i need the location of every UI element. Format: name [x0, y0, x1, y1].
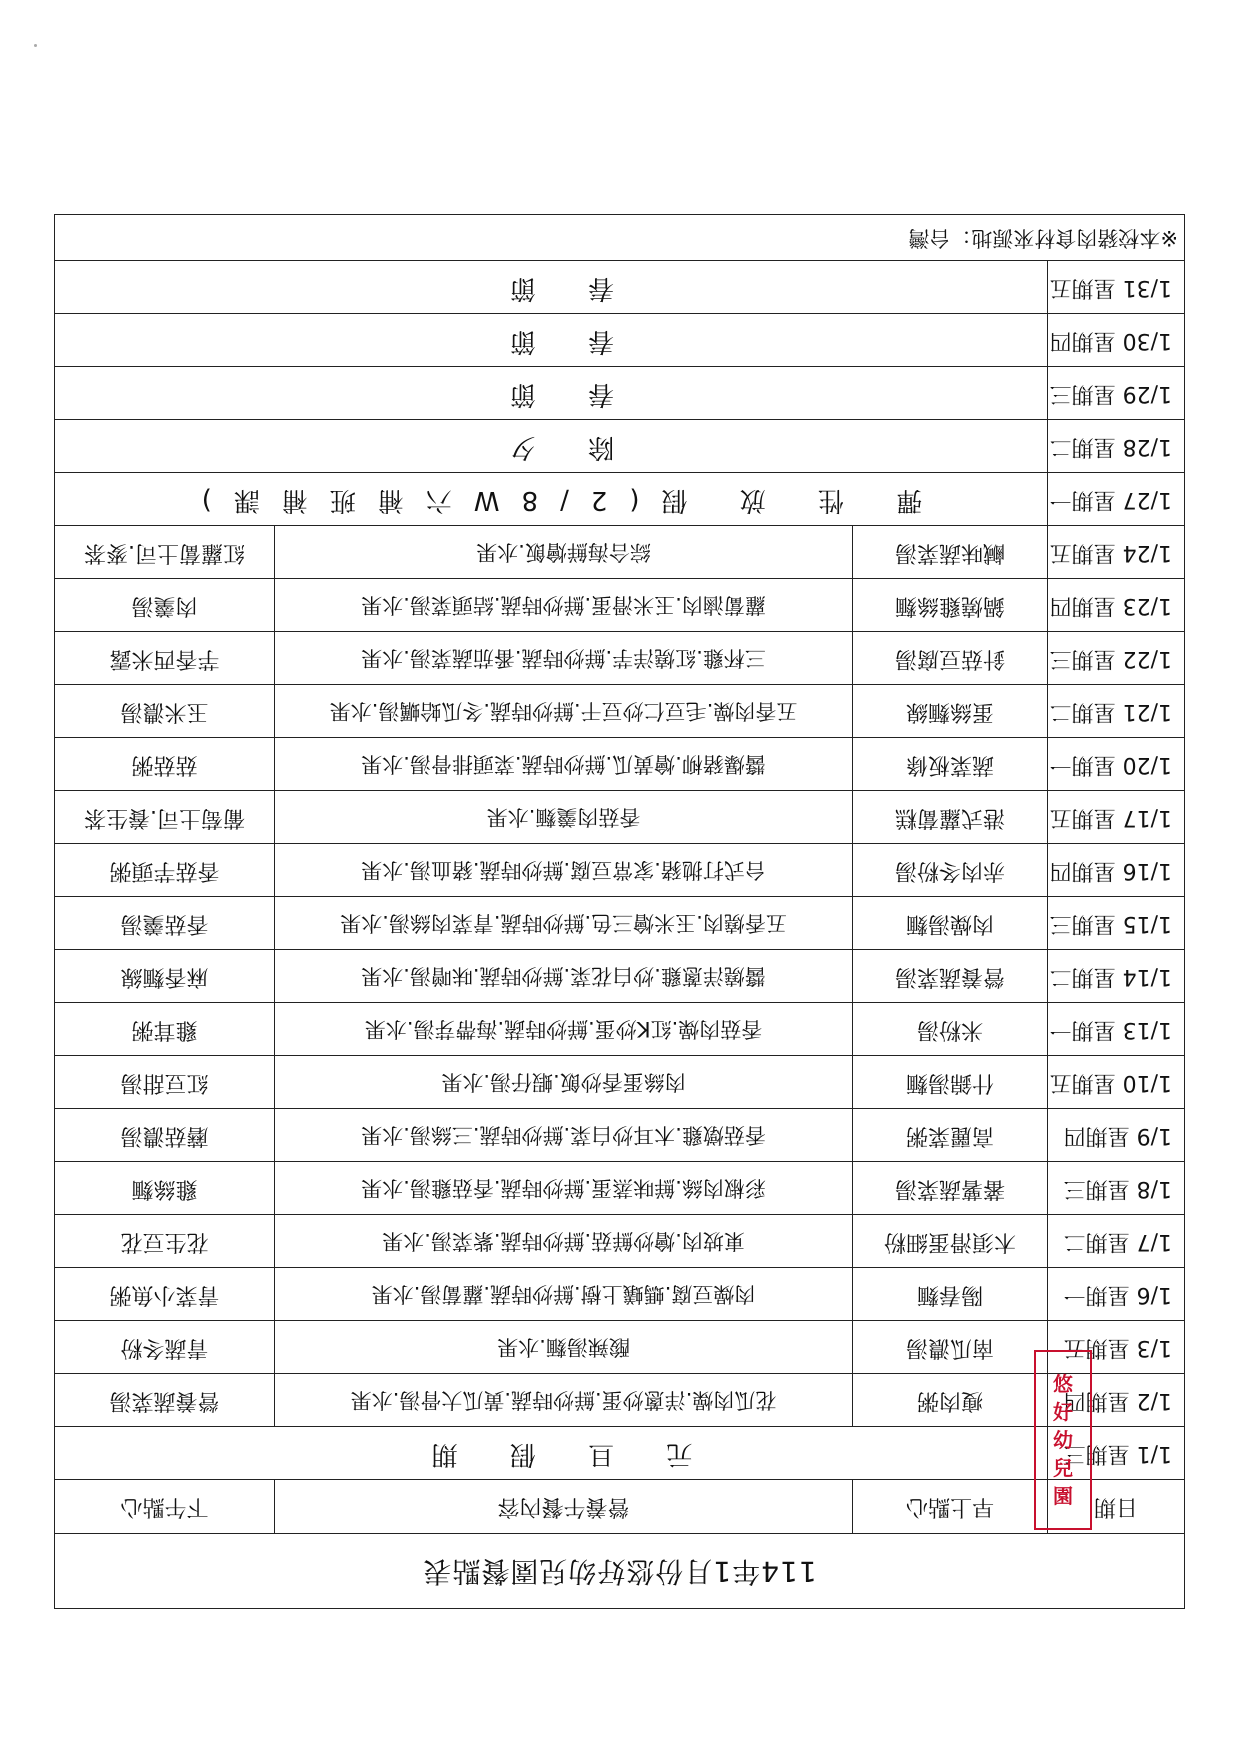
morning-snack: 針菇豆腐湯	[853, 632, 1048, 685]
row-date: 1/21 星期二	[1048, 685, 1185, 738]
header-date: 日期	[1048, 1480, 1185, 1534]
lunch-content: 東坡肉.燴炒鮮菇.鮮炒時蔬.紫菜湯.水果	[275, 1215, 853, 1268]
lunch-content: 醬燒洋蔥雞.炒白花菜.鮮炒時蔬.味噌湯.水果	[275, 950, 853, 1003]
morning-snack: 肉燥湯麵	[853, 897, 1048, 950]
table-row	[54, 1427, 1184, 1480]
morning-snack: 陽春麵	[853, 1268, 1048, 1321]
row-date: 1/1 星期三	[1048, 1427, 1185, 1480]
row-date: 1/22 星期三	[1048, 632, 1185, 685]
table-row	[54, 367, 1184, 420]
morning-snack: 蕃薯蔬菜湯	[853, 1162, 1048, 1215]
table-row	[54, 950, 1184, 1003]
lunch-content: 酸辣湯麵.水果	[275, 1321, 853, 1374]
table-row	[54, 685, 1184, 738]
morning-snack: 木須滑蛋細粉	[853, 1215, 1048, 1268]
afternoon-snack: 肉羹湯	[54, 579, 274, 632]
morning-snack: 米粉湯	[853, 1003, 1048, 1056]
afternoon-snack: 花生豆花	[54, 1215, 274, 1268]
lunch-content: 香菇肉燥.紅K炒蛋.鮮炒時蔬.海帶芽湯.水果	[275, 1003, 853, 1056]
afternoon-snack: 青蔬冬粉	[54, 1321, 274, 1374]
table-row	[54, 1268, 1184, 1321]
afternoon-snack: 營養蔬菜湯	[54, 1374, 274, 1427]
lunch-content: 五香肉燥.毛豆仁炒豆干.鮮炒時蔬.冬瓜蛤蠣湯.水果	[275, 685, 853, 738]
header-morning-snack: 早上點心	[853, 1480, 1048, 1534]
table-row	[54, 473, 1184, 526]
row-date: 1/31 星期五	[1048, 261, 1185, 314]
lunch-content: 花瓜肉燥.洋蔥炒蛋.鮮炒時蔬.黃瓜大骨湯.水果	[275, 1374, 853, 1427]
row-date: 1/13 星期一	[1048, 1003, 1185, 1056]
row-date: 1/20 星期一	[1048, 738, 1185, 791]
lunch-content: 香菇燉雞.木耳炒白菜.鮮炒時蔬.三絲湯.水果	[275, 1109, 853, 1162]
holiday-label: 春 節	[54, 367, 1047, 420]
note-row	[54, 215, 1184, 261]
afternoon-snack: 雞絲麵	[54, 1162, 274, 1215]
morning-snack: 蔬菜板條	[853, 738, 1048, 791]
header-lunch: 營養午餐內容	[275, 1480, 853, 1534]
row-date: 1/3 星期五	[1048, 1321, 1185, 1374]
morning-snack: 赤肉冬粉湯	[853, 844, 1048, 897]
afternoon-snack: 麻香麵線	[54, 950, 274, 1003]
lunch-content: 彩椒肉絲.鮮味蒸蛋.鮮炒時蔬.香菇雞湯.水果	[275, 1162, 853, 1215]
table-row	[54, 261, 1184, 314]
table-row	[54, 1321, 1184, 1374]
table-row	[54, 791, 1184, 844]
table-row	[54, 632, 1184, 685]
table-row	[54, 1215, 1184, 1268]
menu-title: 114年1月份悠好幼兒園餐點表	[54, 1534, 1184, 1609]
afternoon-snack: 葡萄土司.養生茶	[54, 791, 274, 844]
holiday-label: 彈 性 放 假(2/8W六補班補課)	[54, 473, 1047, 526]
morning-snack: 南瓜濃湯	[853, 1321, 1048, 1374]
morning-snack: 營養蔬菜湯	[853, 950, 1048, 1003]
row-date: 1/15 星期三	[1048, 897, 1185, 950]
morning-snack: 蛋絲麵線	[853, 685, 1048, 738]
morning-snack: 港式蘿蔔糕	[853, 791, 1048, 844]
afternoon-snack: 芋香西米露	[54, 632, 274, 685]
holiday-label: 春 節	[54, 261, 1047, 314]
table-row	[54, 1374, 1184, 1427]
lunch-content: 蘿蔔滷肉.玉米滑蛋.鮮炒時蔬.結頭菜湯.水果	[275, 579, 853, 632]
lunch-content: 肉燥豆腐.螞蟻上樹.鮮炒時蔬.蘿蔔湯.水果	[275, 1268, 853, 1321]
morning-snack: 鹹味蔬菜湯	[853, 526, 1048, 579]
afternoon-snack: 紅豆甜湯	[54, 1056, 274, 1109]
pork-origin-note: ※本校豬肉食材來源地：台灣	[54, 215, 1184, 261]
table-row	[54, 1162, 1184, 1215]
school-seal-stamp: 悠 好 幼 兒 園	[1034, 1350, 1092, 1530]
lunch-content: 醬爆豬柳.燴黃瓜.鮮炒時蔬.菜頭排骨湯.水果	[275, 738, 853, 791]
afternoon-snack: 青菜小魚粥	[54, 1268, 274, 1321]
table-row	[54, 526, 1184, 579]
table-row	[54, 1109, 1184, 1162]
meal-menu-table	[54, 214, 1185, 1609]
header-afternoon-snack: 下午點心	[54, 1480, 274, 1534]
header-row	[54, 1480, 1184, 1534]
table-row	[54, 579, 1184, 632]
holiday-label: 元 旦 假 期	[54, 1427, 1047, 1480]
row-date: 1/2 星期四	[1048, 1374, 1185, 1427]
lunch-content: 綜合海鮮燴飯.水果	[275, 526, 853, 579]
morning-snack: 鍋燒雞絲麵	[853, 579, 1048, 632]
row-date: 1/7 星期二	[1048, 1215, 1185, 1268]
lunch-content: 台式打拋豬.家常豆腐.鮮炒時蔬.豬血湯.水果	[275, 844, 853, 897]
row-date: 1/23 星期四	[1048, 579, 1185, 632]
row-date: 1/16 星期四	[1048, 844, 1185, 897]
row-date: 1/17 星期五	[1048, 791, 1185, 844]
lunch-content: 三杯雞.紅燒洋芋.鮮炒時蔬.番茄蔬菜湯.水果	[275, 632, 853, 685]
holiday-label: 除 夕	[54, 420, 1047, 473]
morning-snack: 高麗菜粥	[853, 1109, 1048, 1162]
table-row	[54, 844, 1184, 897]
morning-snack: 瘦肉粥	[853, 1374, 1048, 1427]
table-row	[54, 420, 1184, 473]
row-date: 1/28 星期二	[1048, 420, 1185, 473]
table-row	[54, 738, 1184, 791]
table-row	[54, 314, 1184, 367]
lunch-content: 五香燒肉.玉米燴三色.鮮炒時蔬.青菜肉絲湯.水果	[275, 897, 853, 950]
afternoon-snack: 菇菇粥	[54, 738, 274, 791]
row-date: 1/27 星期一	[1048, 473, 1185, 526]
morning-snack: 什錦湯麵	[853, 1056, 1048, 1109]
afternoon-snack: 紅蘿蔔土司.麥茶	[54, 526, 274, 579]
row-date: 1/29 星期三	[1048, 367, 1185, 420]
table-row	[54, 897, 1184, 950]
lunch-content: 香菇肉羹麵.水果	[275, 791, 853, 844]
row-date: 1/6 星期一	[1048, 1268, 1185, 1321]
afternoon-snack: 香菇羹湯	[54, 897, 274, 950]
row-date: 1/10 星期五	[1048, 1056, 1185, 1109]
afternoon-snack: 玉米濃湯	[54, 685, 274, 738]
row-date: 1/14 星期二	[1048, 950, 1185, 1003]
table-row	[54, 1003, 1184, 1056]
row-date: 1/9 星期四	[1048, 1109, 1185, 1162]
table-row	[54, 1056, 1184, 1109]
row-date: 1/24 星期五	[1048, 526, 1185, 579]
afternoon-snack: 蘑菇濃湯	[54, 1109, 274, 1162]
afternoon-snack: 雞茸粥	[54, 1003, 274, 1056]
scan-speck	[34, 44, 37, 47]
row-date: 1/8 星期三	[1048, 1162, 1185, 1215]
lunch-content: 肉絲蛋香炒飯.蝦仔湯.水果	[275, 1056, 853, 1109]
row-date: 1/30 星期四	[1048, 314, 1185, 367]
afternoon-snack: 香菇芋頭粥	[54, 844, 274, 897]
holiday-label: 春 節	[54, 314, 1047, 367]
